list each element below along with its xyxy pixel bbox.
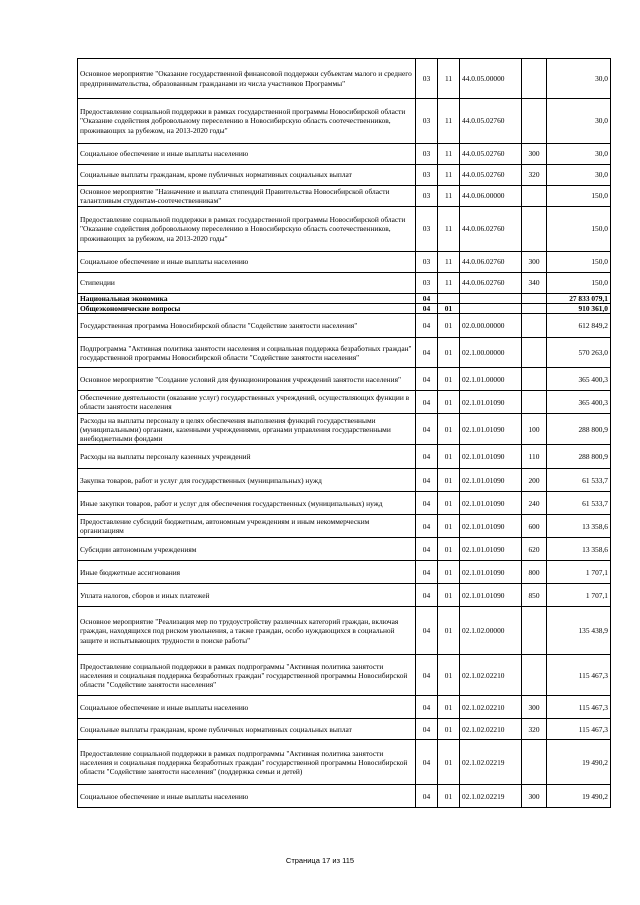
section-code-cell: 04	[416, 740, 438, 785]
row-name-cell: Предоставление социальной поддержки в рамках государственной программы Новосибирской области "Оказание содействия добровольному переселению в Новосибирскую область соотечественников, проживающих за рубежом, на 2013-2020 годы"	[78, 207, 416, 252]
row-name-cell: Уплата налогов, сборов и иных платежей	[78, 584, 416, 607]
target-article-code-cell: 02.1.02.02210	[460, 719, 522, 740]
budget-table-body	[78, 59, 611, 808]
section-code-cell: 04	[416, 314, 438, 338]
row-name-cell: Иные бюджетные ассигнования	[78, 561, 416, 584]
amount-cell: 288 800,9	[547, 445, 611, 469]
target-article-code-cell: 02.1.01.01090	[460, 492, 522, 515]
row-name-cell: Предоставление социальной поддержки в рамках государственной программы Новосибирской области "Оказание содействия добровольному переселению в Новосибирскую область соотечественников, проживающих за рубежом, на 2013-2020 годы"	[78, 99, 416, 144]
section-code-cell: 04	[416, 391, 438, 414]
expense-type-code-cell: 300	[522, 144, 547, 165]
expense-type-code-cell: 600	[522, 515, 547, 538]
target-article-code-cell: 02.1.01.01090	[460, 584, 522, 607]
table-row	[78, 740, 611, 785]
expense-type-code-cell: 620	[522, 538, 547, 561]
expense-type-code-cell: 110	[522, 445, 547, 469]
table-row	[78, 391, 611, 414]
row-name-cell: Социальное обеспечение и иные выплаты населению	[78, 144, 416, 165]
section-code-cell: 04	[416, 414, 438, 445]
section-code-cell: 04	[416, 445, 438, 469]
row-name-cell: Социальное обеспечение и иные выплаты населению	[78, 696, 416, 719]
amount-cell: 570 263,0	[547, 338, 611, 368]
target-article-code-cell: 02.1.02.02210	[460, 655, 522, 696]
subsection-code-cell: 11	[438, 186, 460, 207]
budget-table	[77, 58, 611, 808]
table-row	[78, 99, 611, 144]
table-row	[78, 696, 611, 719]
section-code-cell: 03	[416, 273, 438, 294]
amount-cell: 30,0	[547, 144, 611, 165]
section-code-cell: 03	[416, 99, 438, 144]
row-name-cell: Субсидии автономным учреждениям	[78, 538, 416, 561]
section-code-cell: 04	[416, 696, 438, 719]
target-article-code-cell: 02.1.01.01090	[460, 538, 522, 561]
section-code-cell: 03	[416, 144, 438, 165]
subsection-code-cell: 01	[438, 515, 460, 538]
table-row	[78, 252, 611, 273]
table-row	[78, 368, 611, 391]
target-article-code-cell: 02.1.01.01090	[460, 515, 522, 538]
row-name-cell: Основное мероприятие "Создание условий для функционирования учреждений занятости населения"	[78, 368, 416, 391]
subsection-code-cell: 01	[438, 740, 460, 785]
expense-type-code-cell	[522, 655, 547, 696]
subsection-code-cell: 11	[438, 99, 460, 144]
subsection-code-cell: 01	[438, 607, 460, 655]
row-name-cell: Основное мероприятие "Назначение и выплата стипендий Правительства Новосибирской области талантливым студентам-соотечественникам"	[78, 186, 416, 207]
subsection-code-cell: 01	[438, 561, 460, 584]
amount-cell: 115 467,3	[547, 655, 611, 696]
row-name-cell: Подпрограмма "Активная политика занятости населения и социальная поддержка безработных граждан" государственной программы Новосибирской области "Содействие занятости населения"	[78, 338, 416, 368]
section-code-cell: 04	[416, 368, 438, 391]
row-name-cell: Основное мероприятие "Реализация мер по трудоустройству различных категорий граждан, включая граждан, находящихся под риском увольнения, а также граждан, особо нуждающихся в социальной защите и испытывающих трудности в поиске работы"	[78, 607, 416, 655]
target-article-code-cell: 02.1.01.01090	[460, 391, 522, 414]
row-name-cell: Расходы на выплаты персоналу в целях обеспечения выполнения функций государственными (муниципальными) органами, казенными учреждениями, органами управления государственными внебюджетными фондами	[78, 414, 416, 445]
section-code-cell: 04	[416, 294, 438, 304]
amount-cell: 135 438,9	[547, 607, 611, 655]
expense-type-code-cell: 300	[522, 252, 547, 273]
row-name-cell: Национальная экономика	[78, 294, 416, 304]
amount-cell: 115 467,3	[547, 696, 611, 719]
section-code-cell: 04	[416, 515, 438, 538]
subsection-code-cell: 11	[438, 207, 460, 252]
section-code-cell: 03	[416, 252, 438, 273]
section-code-cell: 04	[416, 304, 438, 314]
target-article-code-cell: 02.1.01.01090	[460, 561, 522, 584]
expense-type-code-cell	[522, 294, 547, 304]
table-row	[78, 492, 611, 515]
amount-cell: 61 533,7	[547, 469, 611, 492]
amount-cell: 365 400,3	[547, 391, 611, 414]
subsection-code-cell: 01	[438, 414, 460, 445]
subsection-code-cell: 11	[438, 165, 460, 186]
target-article-code-cell: 44.0.05.00000	[460, 59, 522, 99]
subsection-code-cell: 11	[438, 59, 460, 99]
amount-cell: 150,0	[547, 273, 611, 294]
amount-cell: 61 533,7	[547, 492, 611, 515]
table-row	[78, 607, 611, 655]
target-article-code-cell: 02.1.01.00000	[460, 368, 522, 391]
section-code-cell: 04	[416, 561, 438, 584]
target-article-code-cell: 02.1.01.01090	[460, 414, 522, 445]
section-code-cell: 04	[416, 584, 438, 607]
table-row	[78, 165, 611, 186]
section-code-cell: 03	[416, 165, 438, 186]
amount-cell: 1 707,1	[547, 584, 611, 607]
section-code-cell: 04	[416, 492, 438, 515]
section-code-cell: 03	[416, 59, 438, 99]
subsection-code-cell: 01	[438, 719, 460, 740]
table-row	[78, 515, 611, 538]
target-article-code-cell: 02.1.02.00000	[460, 607, 522, 655]
target-article-code-cell: 44.0.05.02760	[460, 165, 522, 186]
expense-type-code-cell: 100	[522, 414, 547, 445]
amount-cell: 150,0	[547, 252, 611, 273]
row-name-cell: Иные закупки товаров, работ и услуг для обеспечения государственных (муниципальных) нужд	[78, 492, 416, 515]
row-name-cell: Основное мероприятие "Оказание государственной финансовой поддержки субъектам малого и среднего предпринимательства, образованным гражданами из числа участников Программы"	[78, 59, 416, 99]
section-code-cell: 04	[416, 607, 438, 655]
subsection-code-cell: 01	[438, 314, 460, 338]
amount-cell: 19 490,2	[547, 785, 611, 808]
subsection-code-cell: 01	[438, 785, 460, 808]
amount-cell: 30,0	[547, 165, 611, 186]
target-article-code-cell: 02.1.02.02210	[460, 696, 522, 719]
table-row	[78, 719, 611, 740]
section-code-cell: 04	[416, 785, 438, 808]
expense-type-code-cell: 240	[522, 492, 547, 515]
target-article-code-cell	[460, 294, 522, 304]
table-row	[78, 561, 611, 584]
row-name-cell: Закупка товаров, работ и услуг для государственных (муниципальных) нужд	[78, 469, 416, 492]
expense-type-code-cell	[522, 314, 547, 338]
row-name-cell: Общеэкономические вопросы	[78, 304, 416, 314]
expense-type-code-cell: 300	[522, 696, 547, 719]
subsection-code-cell: 11	[438, 144, 460, 165]
target-article-code-cell: 44.0.06.02760	[460, 252, 522, 273]
expense-type-code-cell	[522, 368, 547, 391]
subsection-code-cell: 01	[438, 368, 460, 391]
table-row	[78, 314, 611, 338]
subsection-code-cell: 11	[438, 252, 460, 273]
expense-type-code-cell: 800	[522, 561, 547, 584]
table-row	[78, 538, 611, 561]
target-article-code-cell: 02.1.02.02219	[460, 740, 522, 785]
target-article-code-cell	[460, 304, 522, 314]
expense-type-code-cell: 200	[522, 469, 547, 492]
subsection-code-cell: 01	[438, 391, 460, 414]
amount-cell: 30,0	[547, 59, 611, 99]
expense-type-code-cell	[522, 207, 547, 252]
target-article-code-cell: 44.0.06.02760	[460, 273, 522, 294]
subsection-code-cell: 11	[438, 273, 460, 294]
expense-type-code-cell	[522, 607, 547, 655]
table-row	[78, 144, 611, 165]
expense-type-code-cell: 320	[522, 719, 547, 740]
amount-cell: 150,0	[547, 186, 611, 207]
amount-cell: 13 358,6	[547, 538, 611, 561]
subsection-code-cell	[438, 294, 460, 304]
target-article-code-cell: 44.0.06.00000	[460, 186, 522, 207]
section-code-cell: 03	[416, 207, 438, 252]
table-row	[78, 304, 611, 314]
section-code-cell: 04	[416, 719, 438, 740]
table-row	[78, 294, 611, 304]
expense-type-code-cell: 300	[522, 785, 547, 808]
expense-type-code-cell	[522, 99, 547, 144]
expense-type-code-cell	[522, 304, 547, 314]
section-code-cell: 04	[416, 538, 438, 561]
table-row	[78, 655, 611, 696]
expense-type-code-cell: 320	[522, 165, 547, 186]
section-code-cell: 03	[416, 186, 438, 207]
expense-type-code-cell	[522, 186, 547, 207]
row-name-cell: Предоставление социальной поддержки в рамках подпрограммы "Активная политика занятости населения и социальная поддержка безработных граждан" государственной программы Новосибирской области "Содействие занятости населения"	[78, 655, 416, 696]
table-row	[78, 186, 611, 207]
row-name-cell: Предоставление социальной поддержки в рамках подпрограммы "Активная политика занятости населения и социальная поддержка безработных граждан" государственной программы Новосибирской области "Содействие занятости населения" (поддержка семьи и детей)	[78, 740, 416, 785]
subsection-code-cell: 01	[438, 469, 460, 492]
amount-cell: 1 707,1	[547, 561, 611, 584]
expense-type-code-cell: 340	[522, 273, 547, 294]
row-name-cell: Предоставление субсидий бюджетным, автономным учреждениям и иным некоммерческим организациям	[78, 515, 416, 538]
row-name-cell: Стипендии	[78, 273, 416, 294]
subsection-code-cell: 01	[438, 655, 460, 696]
target-article-code-cell: 44.0.06.02760	[460, 207, 522, 252]
row-name-cell: Государственная программа Новосибирской области "Содействие занятости населения"	[78, 314, 416, 338]
target-article-code-cell: 02.0.00.00000	[460, 314, 522, 338]
amount-cell: 150,0	[547, 207, 611, 252]
amount-cell: 30,0	[547, 99, 611, 144]
target-article-code-cell: 44.0.05.02760	[460, 99, 522, 144]
target-article-code-cell: 02.1.00.00000	[460, 338, 522, 368]
table-row	[78, 584, 611, 607]
subsection-code-cell: 01	[438, 538, 460, 561]
table-row	[78, 273, 611, 294]
row-name-cell: Социальное обеспечение и иные выплаты населению	[78, 252, 416, 273]
row-name-cell: Социальные выплаты гражданам, кроме публичных нормативных социальных выплат	[78, 719, 416, 740]
subsection-code-cell: 01	[438, 696, 460, 719]
table-row	[78, 338, 611, 368]
subsection-code-cell: 01	[438, 338, 460, 368]
target-article-code-cell: 02.1.01.01090	[460, 469, 522, 492]
subsection-code-cell: 01	[438, 584, 460, 607]
section-code-cell: 04	[416, 338, 438, 368]
subsection-code-cell: 01	[438, 304, 460, 314]
amount-cell: 612 849,2	[547, 314, 611, 338]
row-name-cell: Социальное обеспечение и иные выплаты населению	[78, 785, 416, 808]
expense-type-code-cell	[522, 391, 547, 414]
expense-type-code-cell	[522, 338, 547, 368]
amount-cell: 115 467,3	[547, 719, 611, 740]
table-row	[78, 59, 611, 99]
row-name-cell: Социальные выплаты гражданам, кроме публичных нормативных социальных выплат	[78, 165, 416, 186]
table-row	[78, 207, 611, 252]
expense-type-code-cell: 850	[522, 584, 547, 607]
amount-cell: 910 361,0	[547, 304, 611, 314]
subsection-code-cell: 01	[438, 445, 460, 469]
row-name-cell: Расходы на выплаты персоналу казенных учреждений	[78, 445, 416, 469]
page-footer: Страница 17 из 115	[285, 856, 355, 865]
table-row	[78, 785, 611, 808]
table-row	[78, 469, 611, 492]
section-code-cell: 04	[416, 469, 438, 492]
target-article-code-cell: 02.1.02.02219	[460, 785, 522, 808]
subsection-code-cell: 01	[438, 492, 460, 515]
amount-cell: 27 833 079,1	[547, 294, 611, 304]
expense-type-code-cell	[522, 740, 547, 785]
target-article-code-cell: 02.1.01.01090	[460, 445, 522, 469]
amount-cell: 365 400,3	[547, 368, 611, 391]
target-article-code-cell: 44.0.05.02760	[460, 144, 522, 165]
expense-type-code-cell	[522, 59, 547, 99]
amount-cell: 13 358,6	[547, 515, 611, 538]
row-name-cell: Обеспечение деятельности (оказание услуг) государственных учреждений, осуществляющих функции в области занятости населения	[78, 391, 416, 414]
table-row	[78, 414, 611, 445]
amount-cell: 288 800,9	[547, 414, 611, 445]
amount-cell: 19 490,2	[547, 740, 611, 785]
section-code-cell: 04	[416, 655, 438, 696]
table-row	[78, 445, 611, 469]
